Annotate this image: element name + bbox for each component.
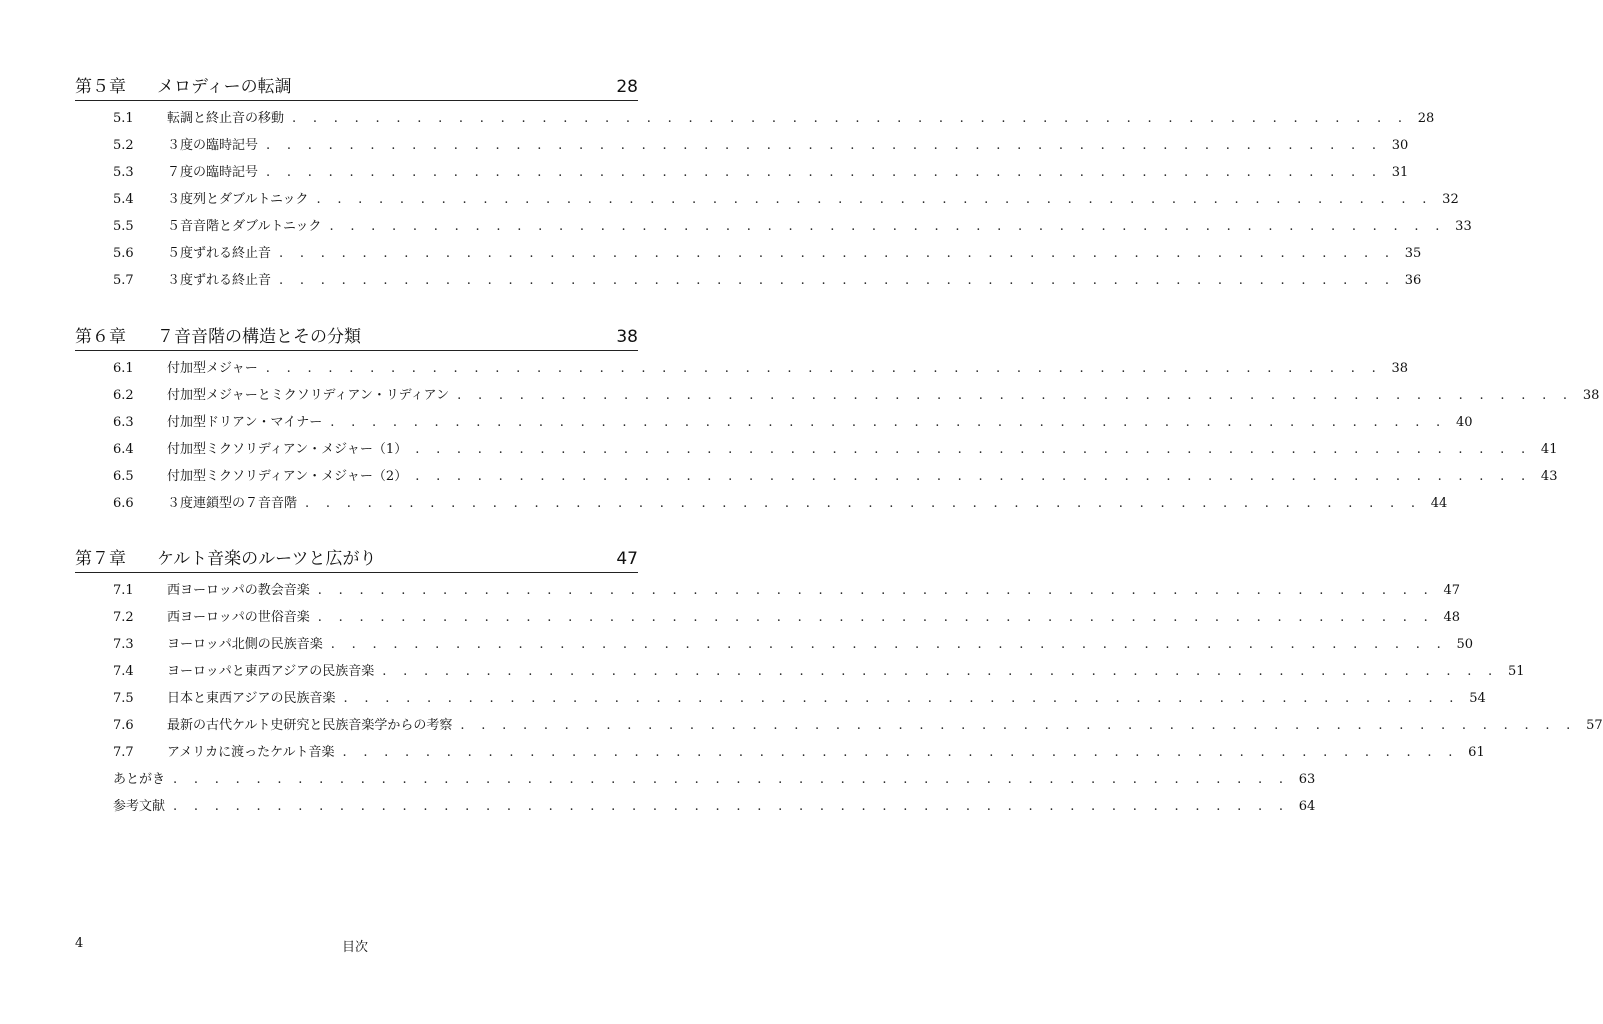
- chapter-5: [75, 76, 1472, 299]
- section-page: 40: [1455, 415, 1473, 430]
- section-title: ヨーロッパと東西アジアの民族音楽: [167, 664, 375, 679]
- section-number: 6.5: [113, 469, 134, 484]
- toc-entry[interactable]: [75, 387, 1600, 414]
- toc-entry[interactable]: [75, 717, 1603, 744]
- dot-leader: . . . . . . . . . . . . . . . . . . . . . . . . . . . . . . . . . . . . . . . . . . . . . . . . . . . . . .: [342, 745, 1459, 760]
- dot-leader: . . . . . . . . . . . . . . . . . . . . . . . . . . . . . . . . . . . . . . . . . . . . . . . . . . . . . .: [292, 111, 1409, 126]
- dot-leader: . . . . . . . . . . . . . . . . . . . . . . . . . . . . . . . . . . . . . . . . . . . . . . . . . . . . . .: [317, 583, 1435, 598]
- section-page: 51: [1507, 664, 1525, 679]
- toc-entry[interactable]: [75, 495, 1448, 522]
- section-list: [75, 360, 1600, 522]
- section-number: 7.3: [113, 637, 134, 652]
- dot-leader: . . . . . . . . . . . . . . . . . . . . . . . . . . . . . . . . . . . . . . . . . . . . . . . . . . . . . .: [266, 165, 1383, 180]
- section-page: 33: [1455, 219, 1472, 234]
- dot-leader: . . . . . . . . . . . . . . . . . . . . . . . . . . . . . . . . . . . . . . . . . . . . . . . . . . . . . .: [305, 496, 1422, 511]
- chapter-7: [75, 548, 1603, 825]
- section-title: アメリカに渡ったケルト音楽: [167, 745, 335, 760]
- section-number: 6.3: [113, 415, 134, 430]
- section-page: 32: [1442, 192, 1459, 207]
- section-page: 41: [1540, 442, 1558, 457]
- toc-entry[interactable]: [75, 137, 1409, 164]
- section-number: 5.4: [113, 192, 134, 207]
- section-title: ３度の臨時記号: [167, 138, 259, 153]
- section-page: 57: [1586, 718, 1603, 733]
- dot-leader: . . . . . . . . . . . . . . . . . . . . . . . . . . . . . . . . . . . . . . . . . . . . . . . . . . . . . .: [343, 691, 1460, 706]
- chapter-6: [75, 326, 1600, 522]
- dot-leader: . . . . . . . . . . . . . . . . . . . . . . . . . . . . . . . . . . . . . . . . . . . . . . . . . . . . . .: [415, 469, 1532, 484]
- section-number: 6.1: [113, 361, 134, 376]
- toc-entry[interactable]: [75, 609, 1461, 636]
- toc-entry[interactable]: [75, 110, 1435, 137]
- toc-entry[interactable]: [75, 164, 1409, 191]
- section-title: 西ヨーロッパの世俗音楽: [167, 610, 310, 625]
- dot-leader: . . . . . . . . . . . . . . . . . . . . . . . . . . . . . . . . . . . . . . . . . . . . . . . . . . . . . .: [317, 610, 1435, 625]
- section-number: 7.1: [113, 583, 134, 598]
- dot-leader: . . . . . . . . . . . . . . . . . . . . . . . . . . . . . . . . . . . . . . . . . . . . . . . . . . . . . .: [330, 637, 1448, 652]
- section-number: 5.2: [113, 138, 134, 153]
- chapter-page: 28: [616, 77, 638, 97]
- section-title: ７度の臨時記号: [167, 165, 259, 180]
- toc-entry[interactable]: [75, 468, 1558, 495]
- chapter-heading[interactable]: [75, 548, 638, 573]
- section-title: 付加型ミクソリディアン・メジャー（2）: [167, 469, 408, 484]
- toc-entry[interactable]: [75, 272, 1422, 299]
- chapter-title: メロディーの転調: [157, 77, 292, 97]
- toc-entry[interactable]: [75, 744, 1485, 771]
- toc-entry[interactable]: [75, 636, 1474, 663]
- toc-entry[interactable]: [75, 191, 1459, 218]
- chapter-number: 第７章: [75, 549, 126, 569]
- dot-leader: . . . . . . . . . . . . . . . . . . . . . . . . . . . . . . . . . . . . . . . . . . . . . . . . . . . . . .: [279, 273, 1396, 288]
- back-matter-page: 64: [1298, 799, 1316, 814]
- toc-entry[interactable]: [75, 663, 1525, 690]
- back-matter-title: あとがき: [113, 772, 166, 787]
- dot-leader: . . . . . . . . . . . . . . . . . . . . . . . . . . . . . . . . . . . . . . . . . . . . . . . . . . . . . .: [382, 664, 1499, 679]
- dot-leader: . . . . . . . . . . . . . . . . . . . . . . . . . . . . . . . . . . . . . . . . . . . . . . . . . . . . . .: [316, 192, 1433, 207]
- footer-page-number: 4: [75, 936, 84, 951]
- dot-leader: . . . . . . . . . . . . . . . . . . . . . . . . . . . . . . . . . . . . . . . . . . . . . . . . . . . . . .: [279, 246, 1396, 261]
- section-page: 28: [1417, 111, 1435, 126]
- section-number: 7.7: [113, 745, 134, 760]
- toc-entry[interactable]: [75, 245, 1422, 272]
- section-page: 38: [1391, 361, 1409, 376]
- chapter-number: 第５章: [75, 77, 126, 97]
- dot-leader: . . . . . . . . . . . . . . . . . . . . . . . . . . . . . . . . . . . . . . . . . . . . . . . . . . . . . .: [173, 799, 1290, 814]
- section-page: 44: [1430, 496, 1448, 511]
- section-number: 7.5: [113, 691, 134, 706]
- section-number: 6.6: [113, 496, 134, 511]
- section-page: 43: [1540, 469, 1558, 484]
- chapter-page: 47: [616, 549, 638, 569]
- section-title: ３度連鎖型の７音音階: [167, 496, 298, 511]
- section-page: 50: [1456, 637, 1474, 652]
- toc-entry[interactable]: [75, 414, 1473, 441]
- back-matter-page: 63: [1298, 772, 1316, 787]
- chapter-page: 38: [616, 327, 638, 347]
- section-number: 5.1: [113, 111, 134, 126]
- section-number: 5.6: [113, 246, 134, 261]
- section-title: 転調と終止音の移動: [167, 111, 285, 126]
- dot-leader: . . . . . . . . . . . . . . . . . . . . . . . . . . . . . . . . . . . . . . . . . . . . . . . . . . . . . .: [457, 388, 1574, 403]
- section-number: 5.5: [113, 219, 134, 234]
- section-title: ５音音階とダブルトニック: [167, 219, 322, 234]
- section-title: 付加型メジャー: [167, 361, 258, 376]
- section-page: 38: [1582, 388, 1600, 403]
- toc-entry[interactable]: [75, 690, 1486, 717]
- dot-leader: . . . . . . . . . . . . . . . . . . . . . . . . . . . . . . . . . . . . . . . . . . . . . . . . . . . . . .: [173, 772, 1290, 787]
- dot-leader: . . . . . . . . . . . . . . . . . . . . . . . . . . . . . . . . . . . . . . . . . . . . . . . . . . . . . .: [415, 442, 1532, 457]
- chapter-heading[interactable]: [75, 326, 638, 351]
- section-number: 7.2: [113, 610, 134, 625]
- dot-leader: . . . . . . . . . . . . . . . . . . . . . . . . . . . . . . . . . . . . . . . . . . . . . . . . . . . . . .: [460, 718, 1577, 733]
- section-title: 日本と東西アジアの民族音楽: [167, 691, 336, 706]
- back-matter-title: 参考文献: [113, 799, 166, 814]
- toc-entry[interactable]: [75, 582, 1461, 609]
- footer-running-title: 目次: [342, 940, 369, 955]
- chapter-number: 第６章: [75, 327, 126, 347]
- section-title: 付加型ミクソリディアン・メジャー（1）: [167, 442, 408, 457]
- chapter-title: ケルト音楽のルーツと広がり: [157, 549, 377, 569]
- section-number: 5.3: [113, 165, 134, 180]
- section-list: [75, 582, 1603, 825]
- section-number: 6.4: [113, 442, 134, 457]
- section-list: [75, 110, 1472, 299]
- section-title: ５度ずれる終止音: [167, 246, 272, 261]
- section-number: 6.2: [113, 388, 134, 403]
- section-number: 7.4: [113, 664, 134, 679]
- dot-leader: . . . . . . . . . . . . . . . . . . . . . . . . . . . . . . . . . . . . . . . . . . . . . . . . . . . . . .: [265, 361, 1383, 376]
- section-page: 54: [1469, 691, 1486, 706]
- section-number: 7.6: [113, 718, 134, 733]
- section-title: 最新の古代ケルト史研究と民族音楽学からの考察: [167, 718, 453, 733]
- toc-entry-afterword[interactable]: [75, 771, 1316, 798]
- dot-leader: . . . . . . . . . . . . . . . . . . . . . . . . . . . . . . . . . . . . . . . . . . . . . . . . . . . . . .: [329, 219, 1446, 234]
- section-page: 61: [1468, 745, 1485, 760]
- section-title: 付加型メジャーとミクソリディアン・リディアン: [167, 388, 450, 403]
- section-title: ３度列とダブルトニック: [167, 192, 309, 207]
- section-page: 35: [1404, 246, 1422, 261]
- section-page: 47: [1443, 583, 1461, 598]
- section-title: 西ヨーロッパの教会音楽: [167, 583, 310, 598]
- section-page: 30: [1391, 138, 1409, 153]
- chapter-heading[interactable]: [75, 76, 638, 101]
- dot-leader: . . . . . . . . . . . . . . . . . . . . . . . . . . . . . . . . . . . . . . . . . . . . . . . . . . . . . .: [266, 138, 1383, 153]
- chapter-title: ７音音階の構造とその分類: [157, 327, 361, 347]
- toc-entry[interactable]: [75, 360, 1409, 387]
- section-page: 48: [1443, 610, 1461, 625]
- section-title: ３度ずれる終止音: [167, 273, 272, 288]
- section-title: 付加型ドリアン・マイナー: [167, 415, 323, 430]
- toc-entry-references[interactable]: [75, 798, 1316, 825]
- toc-entry[interactable]: [75, 218, 1472, 245]
- section-number: 5.7: [113, 273, 134, 288]
- section-title: ヨーロッパ北側の民族音楽: [167, 637, 323, 652]
- section-page: 36: [1404, 273, 1422, 288]
- dot-leader: . . . . . . . . . . . . . . . . . . . . . . . . . . . . . . . . . . . . . . . . . . . . . . . . . . . . . .: [330, 415, 1447, 430]
- section-page: 31: [1391, 165, 1409, 180]
- toc-entry[interactable]: [75, 441, 1558, 468]
